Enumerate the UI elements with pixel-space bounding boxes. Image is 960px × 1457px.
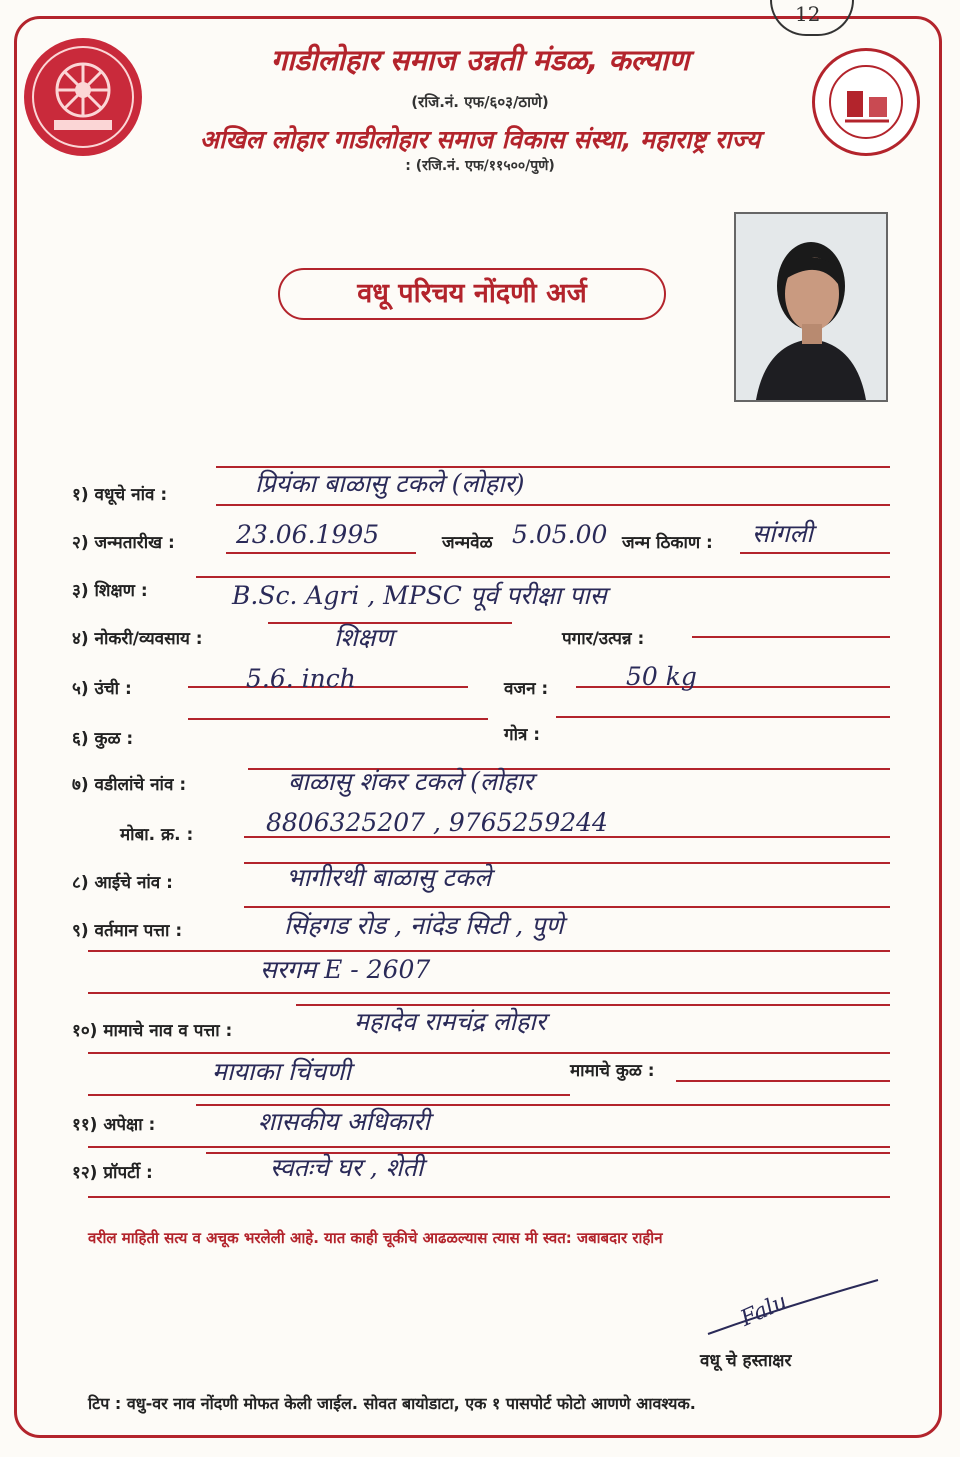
address-value-2: सरगम E - 2607 <box>260 955 431 984</box>
weight-label: वजन : <box>504 679 549 699</box>
mama-line-2 <box>88 1052 890 1054</box>
signature-stroke <box>706 1276 882 1338</box>
org1-registration: (रजि.नं. एफ/६०३/ठाणे) <box>411 93 549 111</box>
address-label: ९) वर्तमान पत्ता : <box>72 921 183 941</box>
mama-kul-line <box>676 1080 890 1082</box>
address-line-3 <box>88 992 890 994</box>
gotra-line <box>556 716 890 718</box>
mobile-value: 8806325207 , 9765259244 <box>266 808 608 837</box>
expectation-value: शासकीय अधिकारी <box>258 1107 430 1136</box>
bride-name-line-2 <box>216 504 890 506</box>
dob-label: २) जन्मतारीख : <box>72 533 175 553</box>
job-value: शिक्षण <box>334 623 394 652</box>
expectation-line-2 <box>88 1146 890 1148</box>
job-label: ४) नोकरी/व्यवसाय : <box>72 629 203 649</box>
kul-label: ६) कुळ : <box>72 729 134 749</box>
declaration-text: वरील माहिती सत्य व अचूक भरलेली आहे. यात काही चूकीचे आढळल्यास त्यास मी स्वत: जबाबदार राहीन <box>88 1229 663 1247</box>
father-value: बाळासु शंकर टकले (लोहार <box>288 767 534 796</box>
dob-value: 23.06.1995 <box>236 520 380 549</box>
address-line-2 <box>88 950 890 952</box>
signature-label: वधू चे हस्ताक्षर <box>700 1351 792 1371</box>
passport-photo <box>734 212 888 402</box>
birth-place-value: सांगली <box>752 519 813 548</box>
property-line-2 <box>88 1196 890 1198</box>
property-label: १२) प्रॉपर्टी : <box>72 1163 153 1183</box>
signature-value: Falu <box>736 1289 792 1332</box>
mobile-label: मोबा. क्र. : <box>120 825 194 845</box>
education-value: B.Sc. Agri , MPSC पूर्व परीक्षा पास <box>232 581 607 610</box>
property-value: स्वतःचे घर , शेती <box>270 1153 424 1182</box>
birth-place-line <box>740 552 890 554</box>
birth-place-label: जन्म ठिकाण : <box>622 533 713 553</box>
corner-number: 12 <box>795 2 821 26</box>
weight-line <box>576 686 890 688</box>
weight-value: 50 kg <box>626 662 697 691</box>
org2-title: अखिल लोहार गाडीलोहार समाज विकास संस्था, महाराष्ट्र राज्य <box>199 125 761 154</box>
address-value-1: सिंहगड रोड , नांदेड सिटी , पुणे <box>284 911 564 940</box>
dob-line <box>226 552 416 554</box>
salary-line <box>692 636 890 638</box>
gotra-label: गोत्र : <box>504 725 541 745</box>
mama-kul-label: मामाचे कुळ : <box>570 1061 655 1081</box>
kul-line <box>188 718 488 720</box>
org1-title: गाडीलोहार समाज उन्नती मंडळ, कल्याण <box>270 43 690 77</box>
bride-name-value: प्रियंका बाळासु टकले (लोहार) <box>255 469 525 498</box>
height-label: ५) उंची : <box>72 679 132 699</box>
mama-value-2: मायाका चिंचणी <box>212 1057 351 1086</box>
height-value: 5.6. inch <box>246 664 356 693</box>
footer-note: टिप : वधु-वर नाव नोंदणी मोफत केली जाईल. सोवत बायोडाटा, एक १ पासपोर्ट फोटो आणणे आवश्यक. <box>88 1394 696 1413</box>
bride-name-label: १) वधूचे नांव : <box>72 485 168 505</box>
birth-time-value: 5.05.00 <box>512 520 608 549</box>
form-title: वधू परिचय नोंदणी अर्ज <box>278 268 666 320</box>
birth-time-label: जन्मवेळ <box>442 533 493 553</box>
education-label: ३) शिक्षण : <box>72 581 148 601</box>
org2-registration: : (रजि.नं. एफ/११५००/पुणे) <box>405 158 555 174</box>
mother-value: भागीरथी बाळासु टकले <box>286 863 492 892</box>
expectation-label: ११) अपेक्षा : <box>72 1115 156 1135</box>
mama-label: १०) मामाचे नाव व पत्ता : <box>72 1021 233 1041</box>
salary-label: पगार/उत्पन्न : <box>562 629 645 649</box>
mama-value-1: महादेव रामचंद्र लोहार <box>354 1007 546 1036</box>
mama-line-3 <box>88 1094 570 1096</box>
mother-label: ८) आईचे नांव : <box>72 873 173 893</box>
father-label: ७) वडीलांचे नांव : <box>72 775 187 795</box>
